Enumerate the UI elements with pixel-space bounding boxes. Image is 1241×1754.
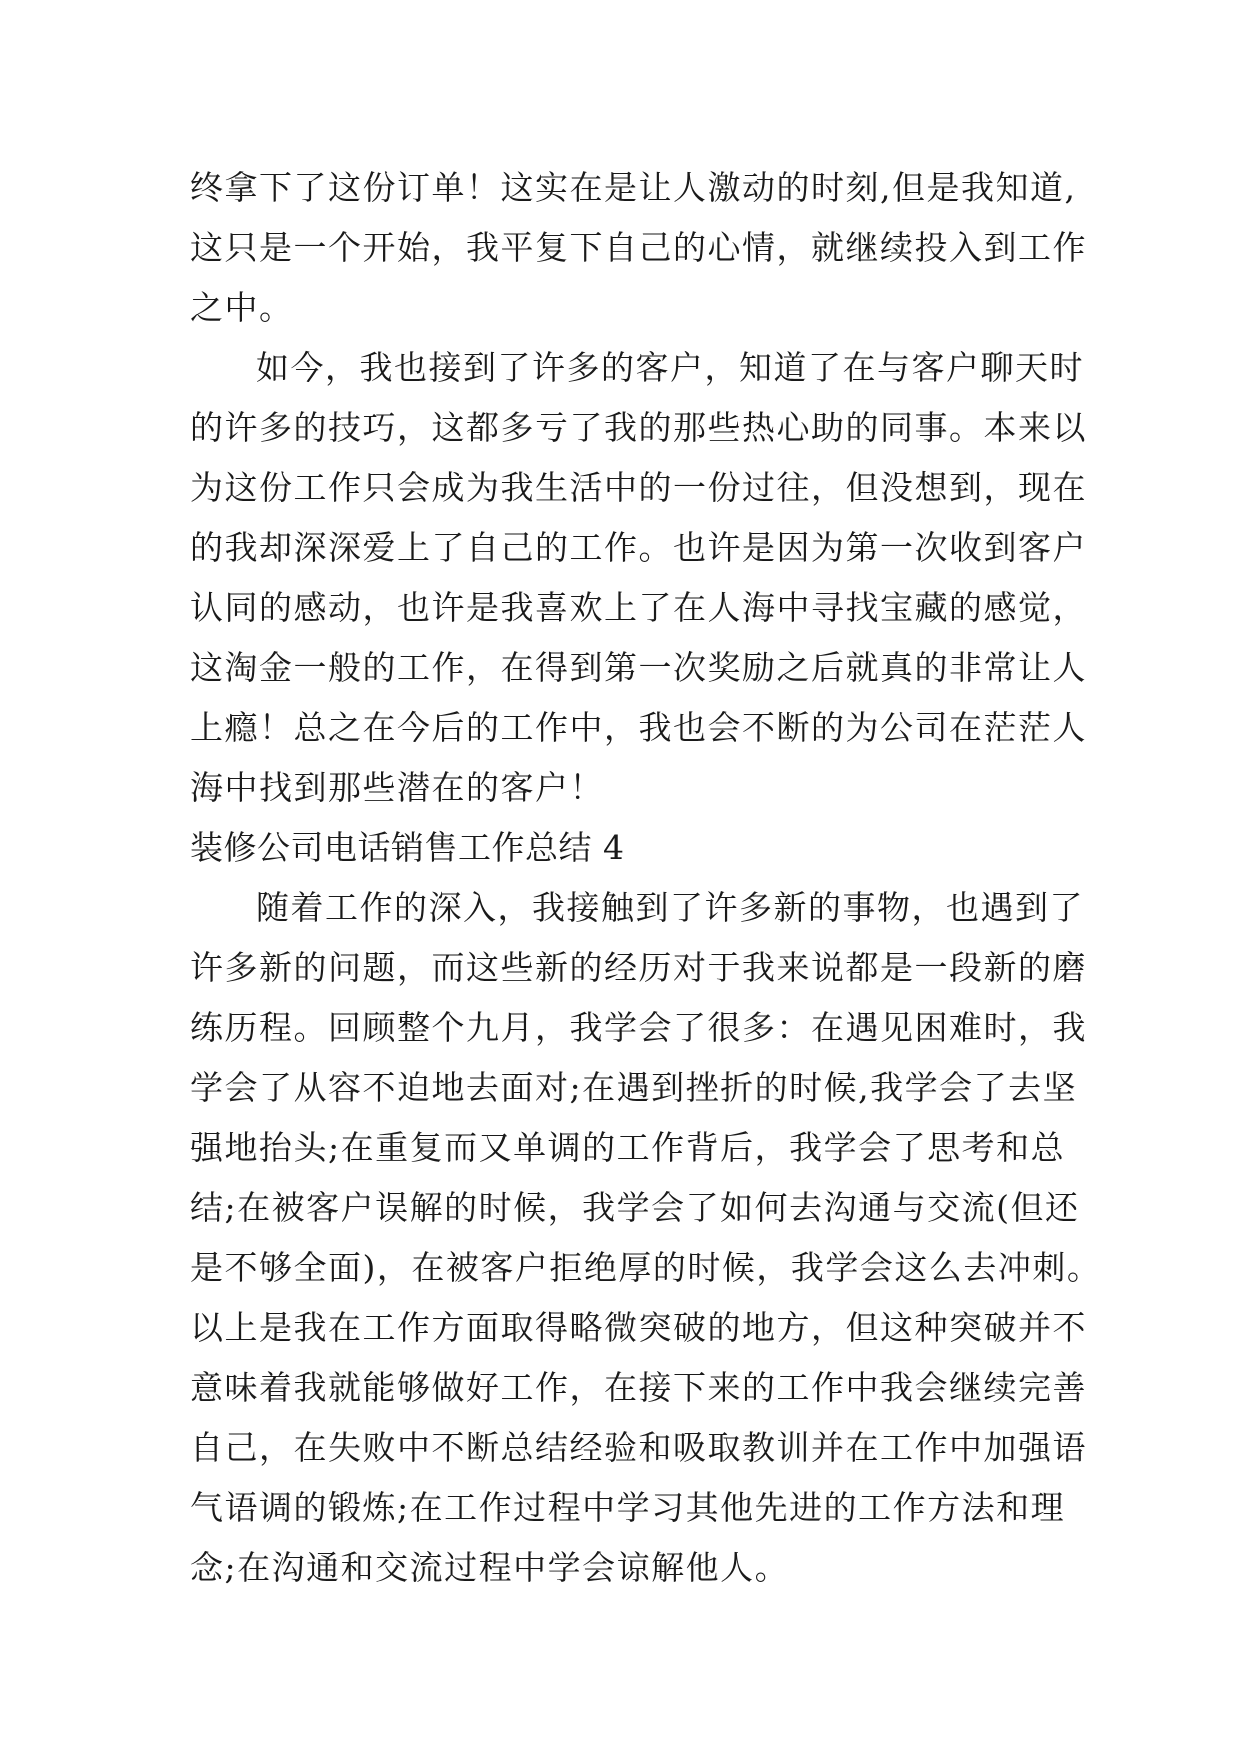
text-line: 意味着我就能够做好工作，在接下来的工作中我会继续完善: [190, 1368, 1087, 1407]
text-line: 为这份工作只会成为我生活中的一份过往，但没想到，现在: [190, 468, 1087, 507]
section-heading: 装修公司电话销售工作总结 4: [190, 828, 625, 867]
text-line: 的我却深深爱上了自己的工作。也许是因为第一次收到客户: [190, 528, 1087, 567]
text-line: 气语调的锻炼;在工作过程中学习其他先进的工作方法和理: [190, 1488, 1066, 1527]
text-line: 上瘾！总之在今后的工作中，我也会不断的为公司在茫茫人: [190, 708, 1087, 747]
text-line: 这淘金一般的工作，在得到第一次奖励之后就真的非常让人: [190, 648, 1087, 687]
text-line: 海中找到那些潜在的客户！: [190, 768, 604, 807]
text-line: 练历程。回顾整个九月，我学会了很多：在遇见困难时，我: [190, 1008, 1087, 1047]
text-line: 强地抬头;在重复而又单调的工作背后，我学会了思考和总: [190, 1128, 1066, 1167]
text-line: 许多新的问题，而这些新的经历对于我来说都是一段新的磨: [190, 948, 1087, 987]
text-line: 如今，我也接到了许多的客户，知道了在与客户聊天时: [256, 348, 1084, 387]
text-line: 学会了从容不迫地去面对;在遇到挫折的时候,我学会了去坚: [190, 1068, 1078, 1107]
text-line: 之中。: [190, 288, 294, 327]
text-line: 结;在被客户误解的时候，我学会了如何去沟通与交流(但还: [190, 1188, 1080, 1227]
text-line: 是不够全面)，在被客户拒绝厚的时候，我学会这么去冲刺。: [190, 1248, 1102, 1287]
text-line: 终拿下了这份订单！这实在是让人激动的时刻,但是我知道,: [190, 168, 1077, 207]
text-line: 认同的感动，也许是我喜欢上了在人海中寻找宝藏的感觉，: [190, 588, 1087, 627]
text-line: 念;在沟通和交流过程中学会谅解他人。: [190, 1548, 790, 1587]
text-line: 以上是我在工作方面取得略微突破的地方，但这种突破并不: [190, 1308, 1087, 1347]
text-line: 自己，在失败中不断总结经验和吸取教训并在工作中加强语: [190, 1428, 1087, 1467]
document-body: [190, 158, 1102, 1598]
text-line: 的许多的技巧，这都多亏了我的那些热心助的同事。本来以: [190, 408, 1087, 447]
text-line: 随着工作的深入，我接触到了许多新的事物，也遇到了: [256, 888, 1084, 927]
text-line: 这只是一个开始，我平复下自己的心情，就继续投入到工作: [190, 228, 1087, 267]
